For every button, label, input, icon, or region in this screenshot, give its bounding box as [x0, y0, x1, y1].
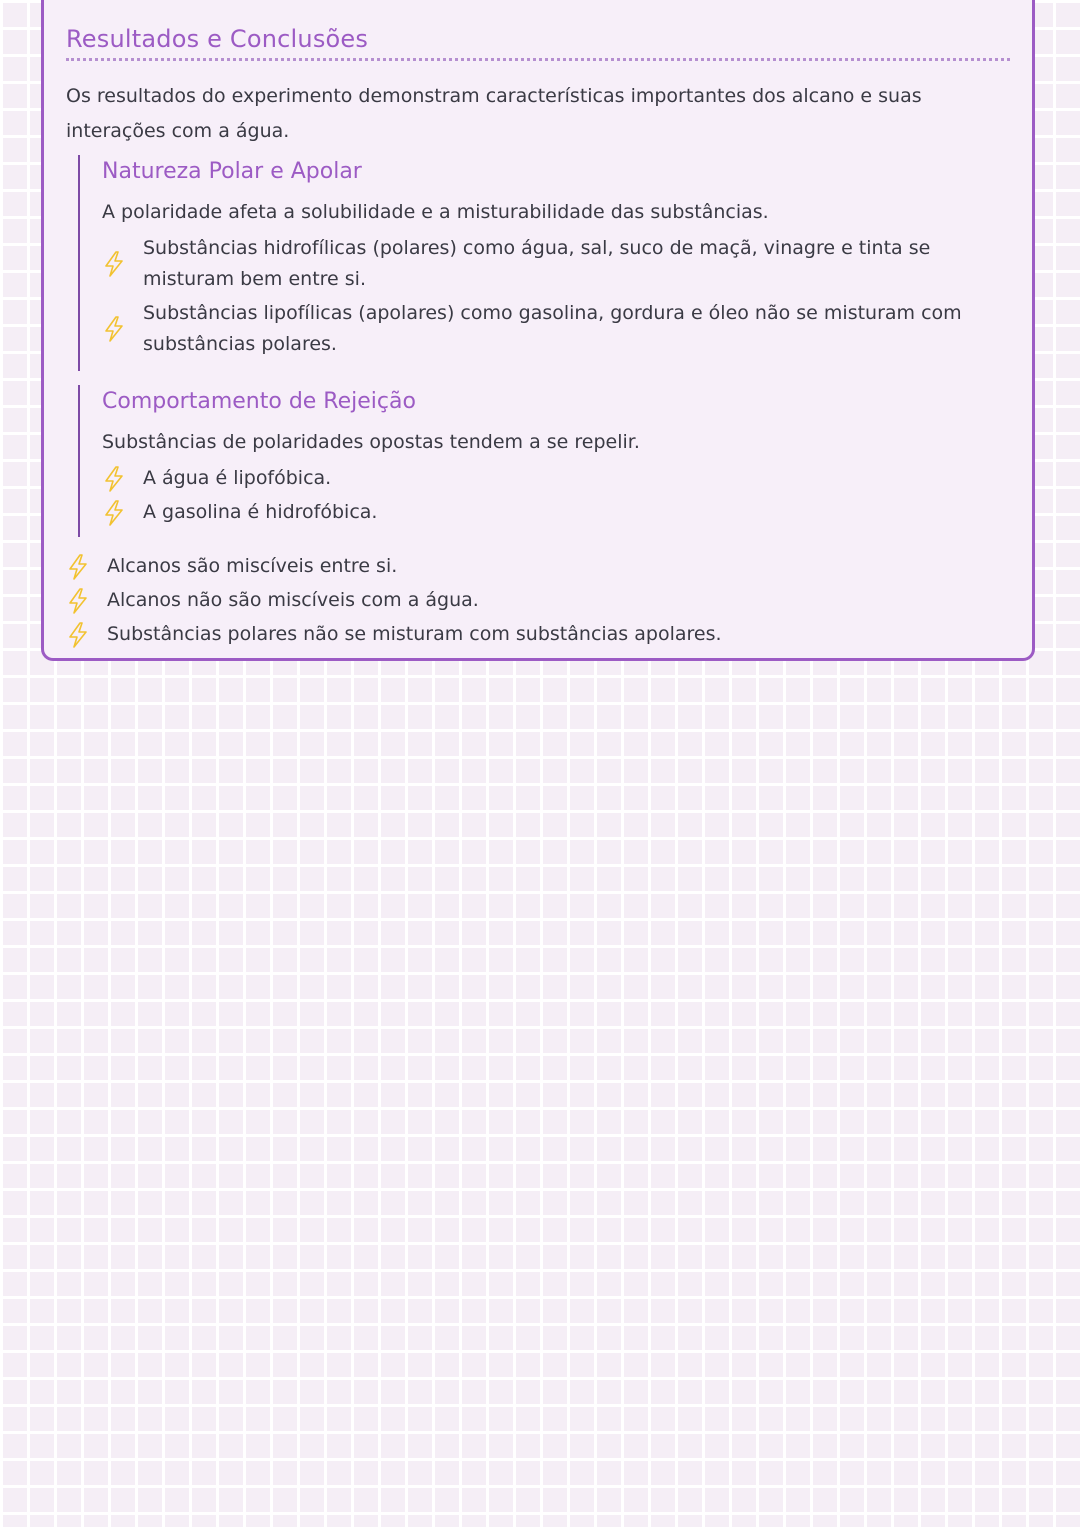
card-title: Resultados e Conclusões: [66, 25, 369, 53]
list-item: [66, 619, 1010, 650]
intro-paragraph: Os resultados do experimento demonstram características importantes dos alcano e suas interações com a água.: [66, 85, 922, 142]
list-item-text: A água é lipofóbica.: [143, 467, 332, 489]
lightning-bolt-icon: [66, 621, 90, 649]
title-divider: [66, 58, 1010, 61]
section-list: [102, 233, 1010, 360]
list-item: [102, 463, 1010, 494]
list-item: [66, 585, 1010, 616]
list-item: [102, 497, 1010, 528]
section-description: Substâncias de polaridades opostas tendem a se repelir.: [102, 431, 640, 453]
lightning-bolt-icon: [102, 250, 126, 278]
list-item-text: Alcanos são miscíveis entre si.: [107, 555, 398, 577]
section-list: [102, 463, 1010, 528]
section-rejection-behavior: [78, 385, 1010, 537]
list-item-text: A gasolina é hidrofóbica.: [143, 501, 378, 523]
list-item-text: Alcanos não são miscíveis com a água.: [107, 589, 479, 611]
results-card: [41, 0, 1035, 661]
list-item-text: Substâncias lipofílicas (apolares) como gasolina, gordura e óleo não se misturam com substâncias polares.: [143, 302, 962, 355]
list-item: [66, 551, 1010, 582]
list-item-text: Substâncias polares não se misturam com substâncias apolares.: [107, 623, 722, 645]
list-item-text: Substâncias hidrofílicas (polares) como água, sal, suco de maçã, vinagre e tinta se misturam bem entre si.: [143, 237, 931, 290]
section-title: Comportamento de Rejeição: [102, 389, 416, 414]
lightning-bolt-icon: [102, 315, 126, 343]
lightning-bolt-icon: [102, 465, 126, 493]
section-title: Natureza Polar e Apolar: [102, 159, 362, 184]
lightning-bolt-icon: [102, 499, 126, 527]
section-description: A polaridade afeta a solubilidade e a misturabilidade das substâncias.: [102, 201, 769, 223]
section-polar-apolar: [78, 155, 1010, 371]
summary-list: [66, 551, 1010, 650]
lightning-bolt-icon: [66, 553, 90, 581]
list-item: [102, 298, 1010, 360]
lightning-bolt-icon: [66, 587, 90, 615]
list-item: [102, 233, 1010, 295]
